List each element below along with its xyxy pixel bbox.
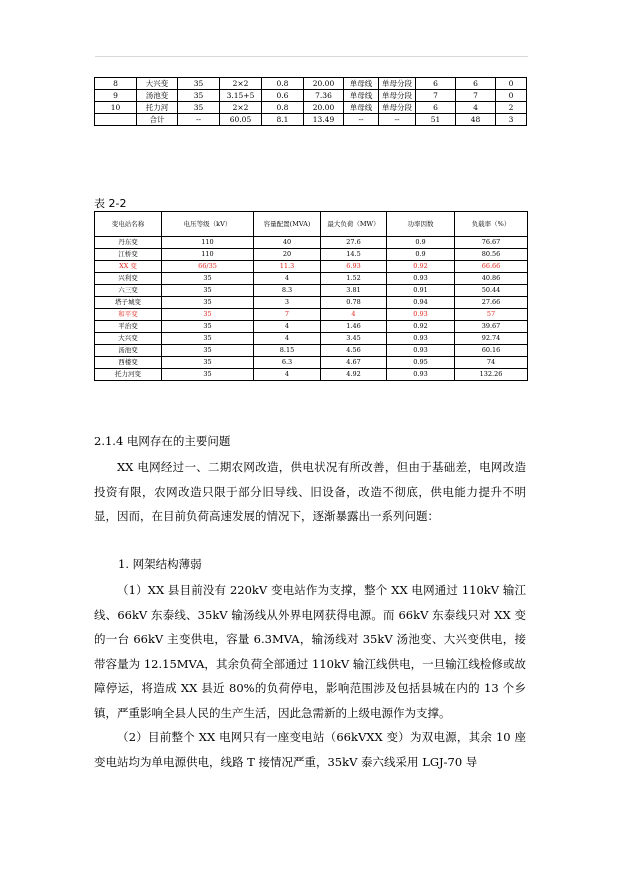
- table2-cell: 江桥变: [95, 249, 162, 261]
- table2-header-cell: 功率因数: [387, 212, 455, 237]
- table2-cell: 11.3: [254, 261, 321, 273]
- table2-cell: 39.67: [455, 321, 528, 333]
- problems-block: [94, 578, 526, 774]
- table2-cell: 0.91: [387, 285, 455, 297]
- table1-cell: 7: [416, 90, 456, 102]
- table2-cell: 35: [162, 357, 254, 369]
- table2-cell: 4.67: [321, 357, 387, 369]
- table2-row: [95, 369, 528, 381]
- table2-cell: 132.26: [455, 369, 528, 381]
- table1-cell: 0.8: [262, 78, 304, 90]
- table2-cell: 3.81: [321, 285, 387, 297]
- table2-cell: 3: [254, 297, 321, 309]
- table1-cell: 0.6: [262, 90, 304, 102]
- table1-cell: 单母分段: [379, 78, 416, 90]
- substation-load-table: [94, 211, 528, 381]
- table1-cell: 20.00: [304, 102, 344, 114]
- table1-cell: 大兴变: [137, 78, 178, 90]
- table1-cell: 6: [416, 102, 456, 114]
- table2-cell: 塔子城变: [95, 297, 162, 309]
- intro-paragraph: XX 电网经过一、二期农网改造，供电状况有所改善，但由于基础差，电网改造投资有限，农网改造只限于部分旧导线、旧设备，改造不彻底，供电能力提升不明显，因而，在目前负荷高速发展的情况下，逐渐暴露出一系列问题：: [94, 460, 526, 523]
- table2-cell: 4: [321, 309, 387, 321]
- table2-cell: 8.15: [254, 345, 321, 357]
- table2-cell: 35: [162, 345, 254, 357]
- table1-cell: --: [344, 114, 379, 126]
- table2-cell: 6.3: [254, 357, 321, 369]
- table1-row: [95, 102, 527, 114]
- table2-header-cell: 变电站名称: [95, 212, 162, 237]
- table1-cell: [95, 114, 137, 126]
- table2-cell: 0.93: [387, 333, 455, 345]
- table2-header-cell: 最大负荷（MW）: [321, 212, 387, 237]
- table1-cell: 60.05: [220, 114, 262, 126]
- table2-cell: 50.44: [455, 285, 528, 297]
- table2-header-row: [95, 212, 528, 237]
- table1-cell: 7.36: [304, 90, 344, 102]
- table2-header-cell: 容量配置(MVA): [254, 212, 321, 237]
- table2-cell: 和平变: [95, 309, 162, 321]
- table2-row: [95, 249, 528, 261]
- table2-cell: 35: [162, 273, 254, 285]
- table1-cell: 10: [95, 102, 137, 114]
- table1-cell: 0: [496, 78, 527, 90]
- table2-row: [95, 285, 528, 297]
- table1-cell: 6: [456, 78, 496, 90]
- table2-cell: 丹东变: [95, 237, 162, 249]
- substation-summary-table: [94, 77, 527, 126]
- table2-header-cell: 电压等级（kV）: [162, 212, 254, 237]
- header-rule: [95, 56, 528, 57]
- table2-cell: XX 变: [95, 261, 162, 273]
- table2-cell: 80.56: [455, 249, 528, 261]
- section-heading: 2.1.4 电网存在的主要问题: [94, 434, 231, 448]
- table2-cell: 35: [162, 321, 254, 333]
- table2-cell: 76.67: [455, 237, 528, 249]
- table2-cell: 1.52: [321, 273, 387, 285]
- table2-cell: 8.3: [254, 285, 321, 297]
- table2-cell: 35: [162, 285, 254, 297]
- table1-cell: 2: [496, 102, 527, 114]
- table2-cell: 0.9: [387, 237, 455, 249]
- table2-cell: 0.92: [387, 261, 455, 273]
- paragraph-2: （2）目前整个 XX 电网只有一座变电站（66kVXX 变）为双电源，其余 10 座变电站均为单电源供电，线路 T 接情况严重，35kV 泰六线采用 LGJ-70 导: [94, 730, 526, 769]
- table2-cell: 3.45: [321, 333, 387, 345]
- table2-cell: 0.9: [387, 249, 455, 261]
- table1-cell: 13.49: [304, 114, 344, 126]
- table2-cell: 0.93: [387, 369, 455, 381]
- table1-cell: 单母线: [344, 102, 379, 114]
- table2-cell: 0.95: [387, 357, 455, 369]
- table2-cell: 27.6: [321, 237, 387, 249]
- table1-row: [95, 114, 527, 126]
- table1-cell: 2×2: [220, 102, 262, 114]
- table1-cell: 35: [178, 102, 220, 114]
- table1-cell: 托力河: [137, 102, 178, 114]
- table2-cell: 六三变: [95, 285, 162, 297]
- table2-row: [95, 297, 528, 309]
- table2-cell: 平治变: [95, 321, 162, 333]
- table2-cell: 35: [162, 297, 254, 309]
- table1-cell: 0: [496, 90, 527, 102]
- table1-cell: 35: [178, 78, 220, 90]
- table1-cell: 汤池变: [137, 90, 178, 102]
- table1-cell: 7: [456, 90, 496, 102]
- table1-cell: 2×2: [220, 78, 262, 90]
- table2-cell: 汤池变: [95, 345, 162, 357]
- table2-cell: 4.56: [321, 345, 387, 357]
- table1-row: [95, 78, 527, 90]
- table2-body: [95, 212, 528, 381]
- table2-cell: 4.92: [321, 369, 387, 381]
- table1-cell: 单母分段: [379, 102, 416, 114]
- table2-row: [95, 261, 528, 273]
- table1-cell: 0.8: [262, 102, 304, 114]
- table2-row: [95, 237, 528, 249]
- table2-row: [95, 333, 528, 345]
- table2-cell: 4: [254, 321, 321, 333]
- table1-cell: --: [178, 114, 220, 126]
- table2-cell: 4: [254, 273, 321, 285]
- table1-cell: 51: [416, 114, 456, 126]
- table1-cell: 6: [416, 78, 456, 90]
- table2-cell: 兴利变: [95, 273, 162, 285]
- table1-cell: 4: [456, 102, 496, 114]
- table1-cell: 单母线: [344, 78, 379, 90]
- table1-cell: 35: [178, 90, 220, 102]
- table1-body: [95, 78, 527, 126]
- table2-cell: 74: [455, 357, 528, 369]
- table1-cell: 9: [95, 90, 137, 102]
- table2-cell: 60.16: [455, 345, 528, 357]
- table2-header-cell: 负载率（%）: [455, 212, 528, 237]
- table2-cell: 0.93: [387, 273, 455, 285]
- table2-cell: 66.66: [455, 261, 528, 273]
- table2-cell: 0.92: [387, 321, 455, 333]
- table2-cell: 40.86: [455, 273, 528, 285]
- table2-cell: 0.78: [321, 297, 387, 309]
- table1-cell: 单母分段: [379, 90, 416, 102]
- table2-row: [95, 357, 528, 369]
- table2-cell: 20: [254, 249, 321, 261]
- table1-cell: 8.1: [262, 114, 304, 126]
- table2-cell: 4: [254, 333, 321, 345]
- table2-cell: 92.74: [455, 333, 528, 345]
- table2-caption: 表 2-2: [94, 197, 127, 210]
- table2-cell: 大兴变: [95, 333, 162, 345]
- table2-row: [95, 309, 528, 321]
- table1-cell: 3.15+5: [220, 90, 262, 102]
- intro-block: [94, 455, 526, 529]
- table2-row: [95, 345, 528, 357]
- table2-cell: 西楼变: [95, 357, 162, 369]
- table2-cell: 27.66: [455, 297, 528, 309]
- table2-cell: 57: [455, 309, 528, 321]
- item1-title: 1. 网架结构薄弱: [118, 557, 202, 571]
- table1-cell: 20.00: [304, 78, 344, 90]
- table2-cell: 6.93: [321, 261, 387, 273]
- table2-cell: 14.5: [321, 249, 387, 261]
- table1-cell: 3: [496, 114, 527, 126]
- table2-cell: 35: [162, 309, 254, 321]
- table2-cell: 0.93: [387, 309, 455, 321]
- paragraph-1: （1）XX 县目前没有 220kV 变电站作为支撑，整个 XX 电网通过 110kV 输江线、66kV 东泰线、35kV 输汤线从外界电网获得电源。而 66kV 东泰线只对 XX 变的一台 66kV 主变供电，容量 6.3MVA，输汤线对 35kV 汤池变、大兴变供电，接带容量为 12.15MVA，其余负荷全部通过 110kV 输江线供电，一旦输江线检修或故障停运，将造成 XX 县近 80%的负荷停电，影响范围涉及包括县城在内的 13 个乡镇，严重影响全县人民的生产生活，因此急需新的上级电源作为支撑。: [94, 583, 526, 720]
- table2-row: [95, 321, 528, 333]
- table1-cell: 48: [456, 114, 496, 126]
- table1-cell: 合计: [137, 114, 178, 126]
- table1-cell: --: [379, 114, 416, 126]
- table2-cell: 35: [162, 369, 254, 381]
- table2-cell: 0.94: [387, 297, 455, 309]
- table1-row: [95, 90, 527, 102]
- table2-cell: 110: [162, 249, 254, 261]
- table2-cell: 0.93: [387, 345, 455, 357]
- table2-cell: 4: [254, 369, 321, 381]
- table1-cell: 单母线: [344, 90, 379, 102]
- table2-cell: 66/35: [162, 261, 254, 273]
- table2-cell: 7: [254, 309, 321, 321]
- table2-cell: 40: [254, 237, 321, 249]
- table2-cell: 托力河变: [95, 369, 162, 381]
- table2-cell: 35: [162, 333, 254, 345]
- table1-cell: 8: [95, 78, 137, 90]
- table2-cell: 110: [162, 237, 254, 249]
- table2-row: [95, 273, 528, 285]
- table2-cell: 1.46: [321, 321, 387, 333]
